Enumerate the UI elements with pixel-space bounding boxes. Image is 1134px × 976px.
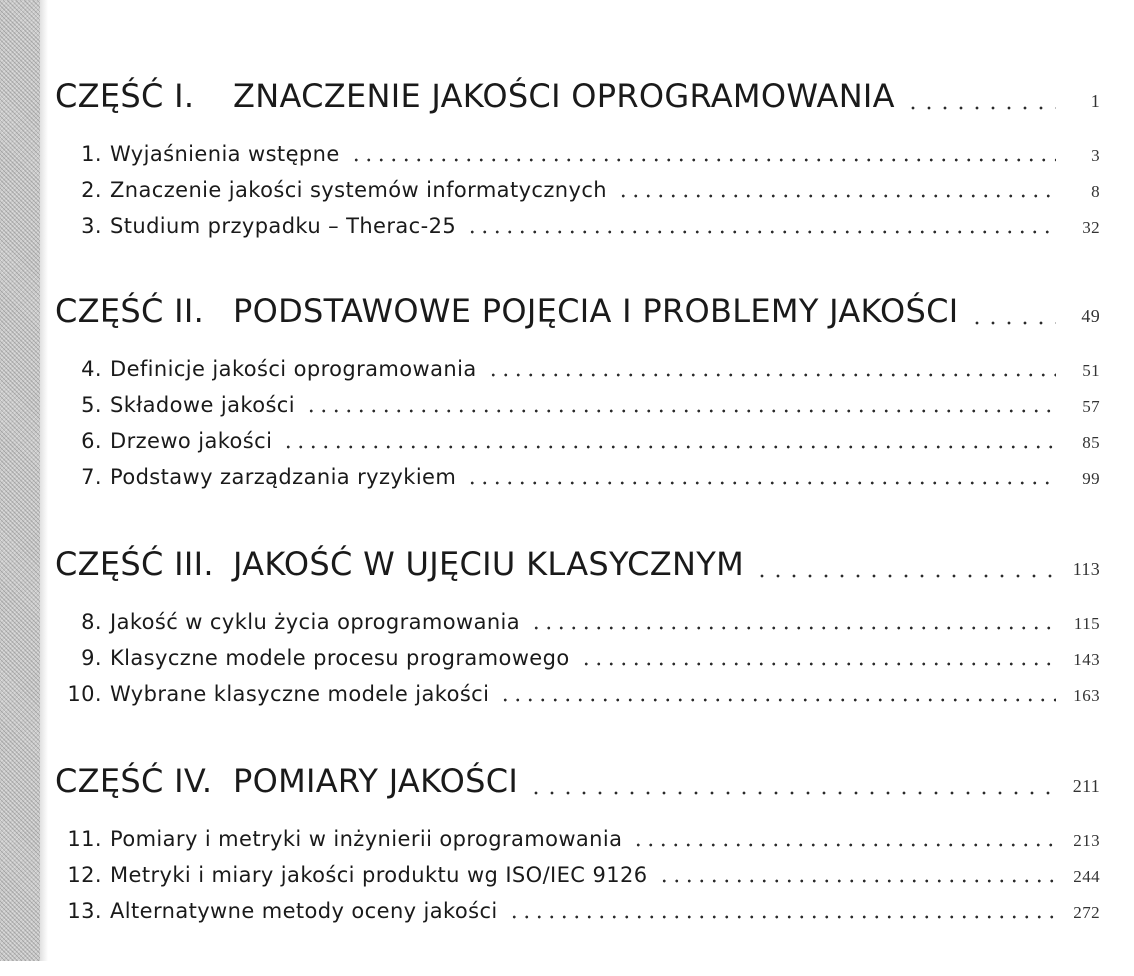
chapter-title: Wyjaśnienia wstępne — [110, 142, 340, 166]
chapter-number: 8. — [81, 610, 102, 634]
chapter-list — [55, 352, 1100, 496]
dot-leader — [530, 626, 1056, 630]
dot-leader — [617, 194, 1056, 198]
chapter-entry — [55, 388, 1100, 424]
chapter-title: Klasyczne modele procesu programowego — [110, 646, 570, 670]
chapter-page-number: 163 — [1073, 686, 1100, 705]
chapter-title: Metryki i miary jakości produktu wg ISO/IEC 9126 — [110, 863, 648, 887]
dot-leader — [466, 230, 1056, 234]
chapter-title: Znaczenie jakości systemów informatycznych — [110, 178, 607, 202]
toc-part-2 — [55, 291, 1100, 496]
chapter-title: Studium przypadku – Therac-25 — [110, 214, 457, 238]
dot-leader — [905, 106, 1056, 110]
dot-leader — [487, 373, 1056, 377]
chapter-page-number: 244 — [1073, 867, 1100, 886]
chapter-page-number: 51 — [1082, 361, 1100, 380]
chapter-number: 7. — [81, 465, 102, 489]
chapter-entry — [55, 460, 1100, 496]
chapter-entry — [55, 605, 1100, 641]
chapter-entry — [55, 858, 1100, 894]
chapter-list — [55, 605, 1100, 713]
chapter-entry — [55, 641, 1100, 677]
part-heading — [55, 761, 1100, 806]
chapter-entry — [55, 424, 1100, 460]
chapter-list — [55, 137, 1100, 245]
table-of-contents — [55, 76, 1100, 976]
chapter-page-number: 115 — [1073, 614, 1100, 633]
chapter-number: 9. — [81, 646, 102, 670]
chapter-title: Pomiary i metryki w inżynierii oprogramowania — [110, 827, 623, 851]
part-title: JAKOŚĆ W UJĘCIU KLASYCZNYM — [233, 545, 744, 583]
chapter-entry — [55, 677, 1100, 713]
chapter-number: 6. — [81, 429, 102, 453]
toc-part-1 — [55, 76, 1100, 245]
chapter-page-number: 32 — [1082, 218, 1100, 237]
chapter-number: 2. — [81, 178, 102, 202]
chapter-title: Definicje jakości oprogramowania — [110, 357, 477, 381]
part-page-number: 49 — [1081, 306, 1100, 326]
chapter-title: Podstawy zarządzania ryzykiem — [110, 465, 457, 489]
dot-leader — [969, 321, 1056, 325]
dot-leader — [580, 662, 1056, 666]
chapter-entry — [55, 209, 1100, 245]
dot-leader — [658, 879, 1057, 883]
chapter-title: Wybrane klasyczne modele jakości — [110, 682, 490, 706]
chapter-list — [55, 822, 1100, 930]
chapter-title: Drzewo jakości — [110, 429, 273, 453]
chapter-number: 11. — [67, 827, 102, 851]
dot-leader — [466, 481, 1056, 485]
toc-part-4 — [55, 761, 1100, 930]
chapter-number: 12. — [67, 863, 102, 887]
chapter-page-number: 85 — [1082, 433, 1100, 452]
part-page-number: 113 — [1072, 559, 1100, 579]
dot-leader — [499, 698, 1056, 702]
dot-leader — [508, 915, 1056, 919]
part-title: PODSTAWOWE POJĘCIA I PROBLEMY JAKOŚCI — [233, 292, 959, 330]
part-label: CZĘŚĆ III. — [55, 545, 214, 583]
part-heading — [55, 76, 1100, 121]
chapter-title: Alternatywne metody oceny jakości — [110, 899, 498, 923]
part-page-number: 211 — [1072, 776, 1100, 796]
chapter-number: 3. — [81, 214, 102, 238]
chapter-entry — [55, 137, 1100, 173]
chapter-title: Składowe jakości — [110, 393, 295, 417]
chapter-page-number: 272 — [1073, 903, 1100, 922]
chapter-number: 13. — [67, 899, 102, 923]
dot-leader — [350, 158, 1056, 162]
chapter-page-number: 57 — [1082, 397, 1100, 416]
part-heading — [55, 291, 1100, 336]
dot-leader — [754, 574, 1056, 578]
chapter-page-number: 213 — [1073, 831, 1100, 850]
part-title: POMIARY JAKOŚCI — [233, 762, 519, 800]
chapter-entry — [55, 894, 1100, 930]
part-label: CZĘŚĆ II. — [55, 292, 205, 330]
toc-part-3 — [55, 544, 1100, 713]
chapter-entry — [55, 352, 1100, 388]
chapter-page-number: 143 — [1073, 650, 1100, 669]
part-label: CZĘŚĆ I. — [55, 77, 195, 115]
dot-leader — [305, 409, 1056, 413]
dot-leader — [528, 791, 1056, 795]
part-title: ZNACZENIE JAKOŚCI OPROGRAMOWANIA — [233, 77, 895, 115]
chapter-entry — [55, 173, 1100, 209]
dot-leader — [632, 843, 1056, 847]
chapter-page-number: 8 — [1091, 182, 1100, 201]
chapter-entry — [55, 822, 1100, 858]
chapter-page-number: 3 — [1091, 146, 1100, 165]
chapter-number: 5. — [81, 393, 102, 417]
chapter-number: 4. — [81, 357, 102, 381]
part-page-number: 1 — [1090, 91, 1100, 111]
scan-page-edge — [0, 0, 40, 961]
part-label: CZĘŚĆ IV. — [55, 762, 213, 800]
chapter-title: Jakość w cyklu życia oprogramowania — [110, 610, 521, 634]
dot-leader — [282, 445, 1056, 449]
chapter-number: 1. — [81, 142, 102, 166]
chapter-page-number: 99 — [1082, 469, 1100, 488]
part-heading — [55, 544, 1100, 589]
chapter-number: 10. — [67, 682, 102, 706]
